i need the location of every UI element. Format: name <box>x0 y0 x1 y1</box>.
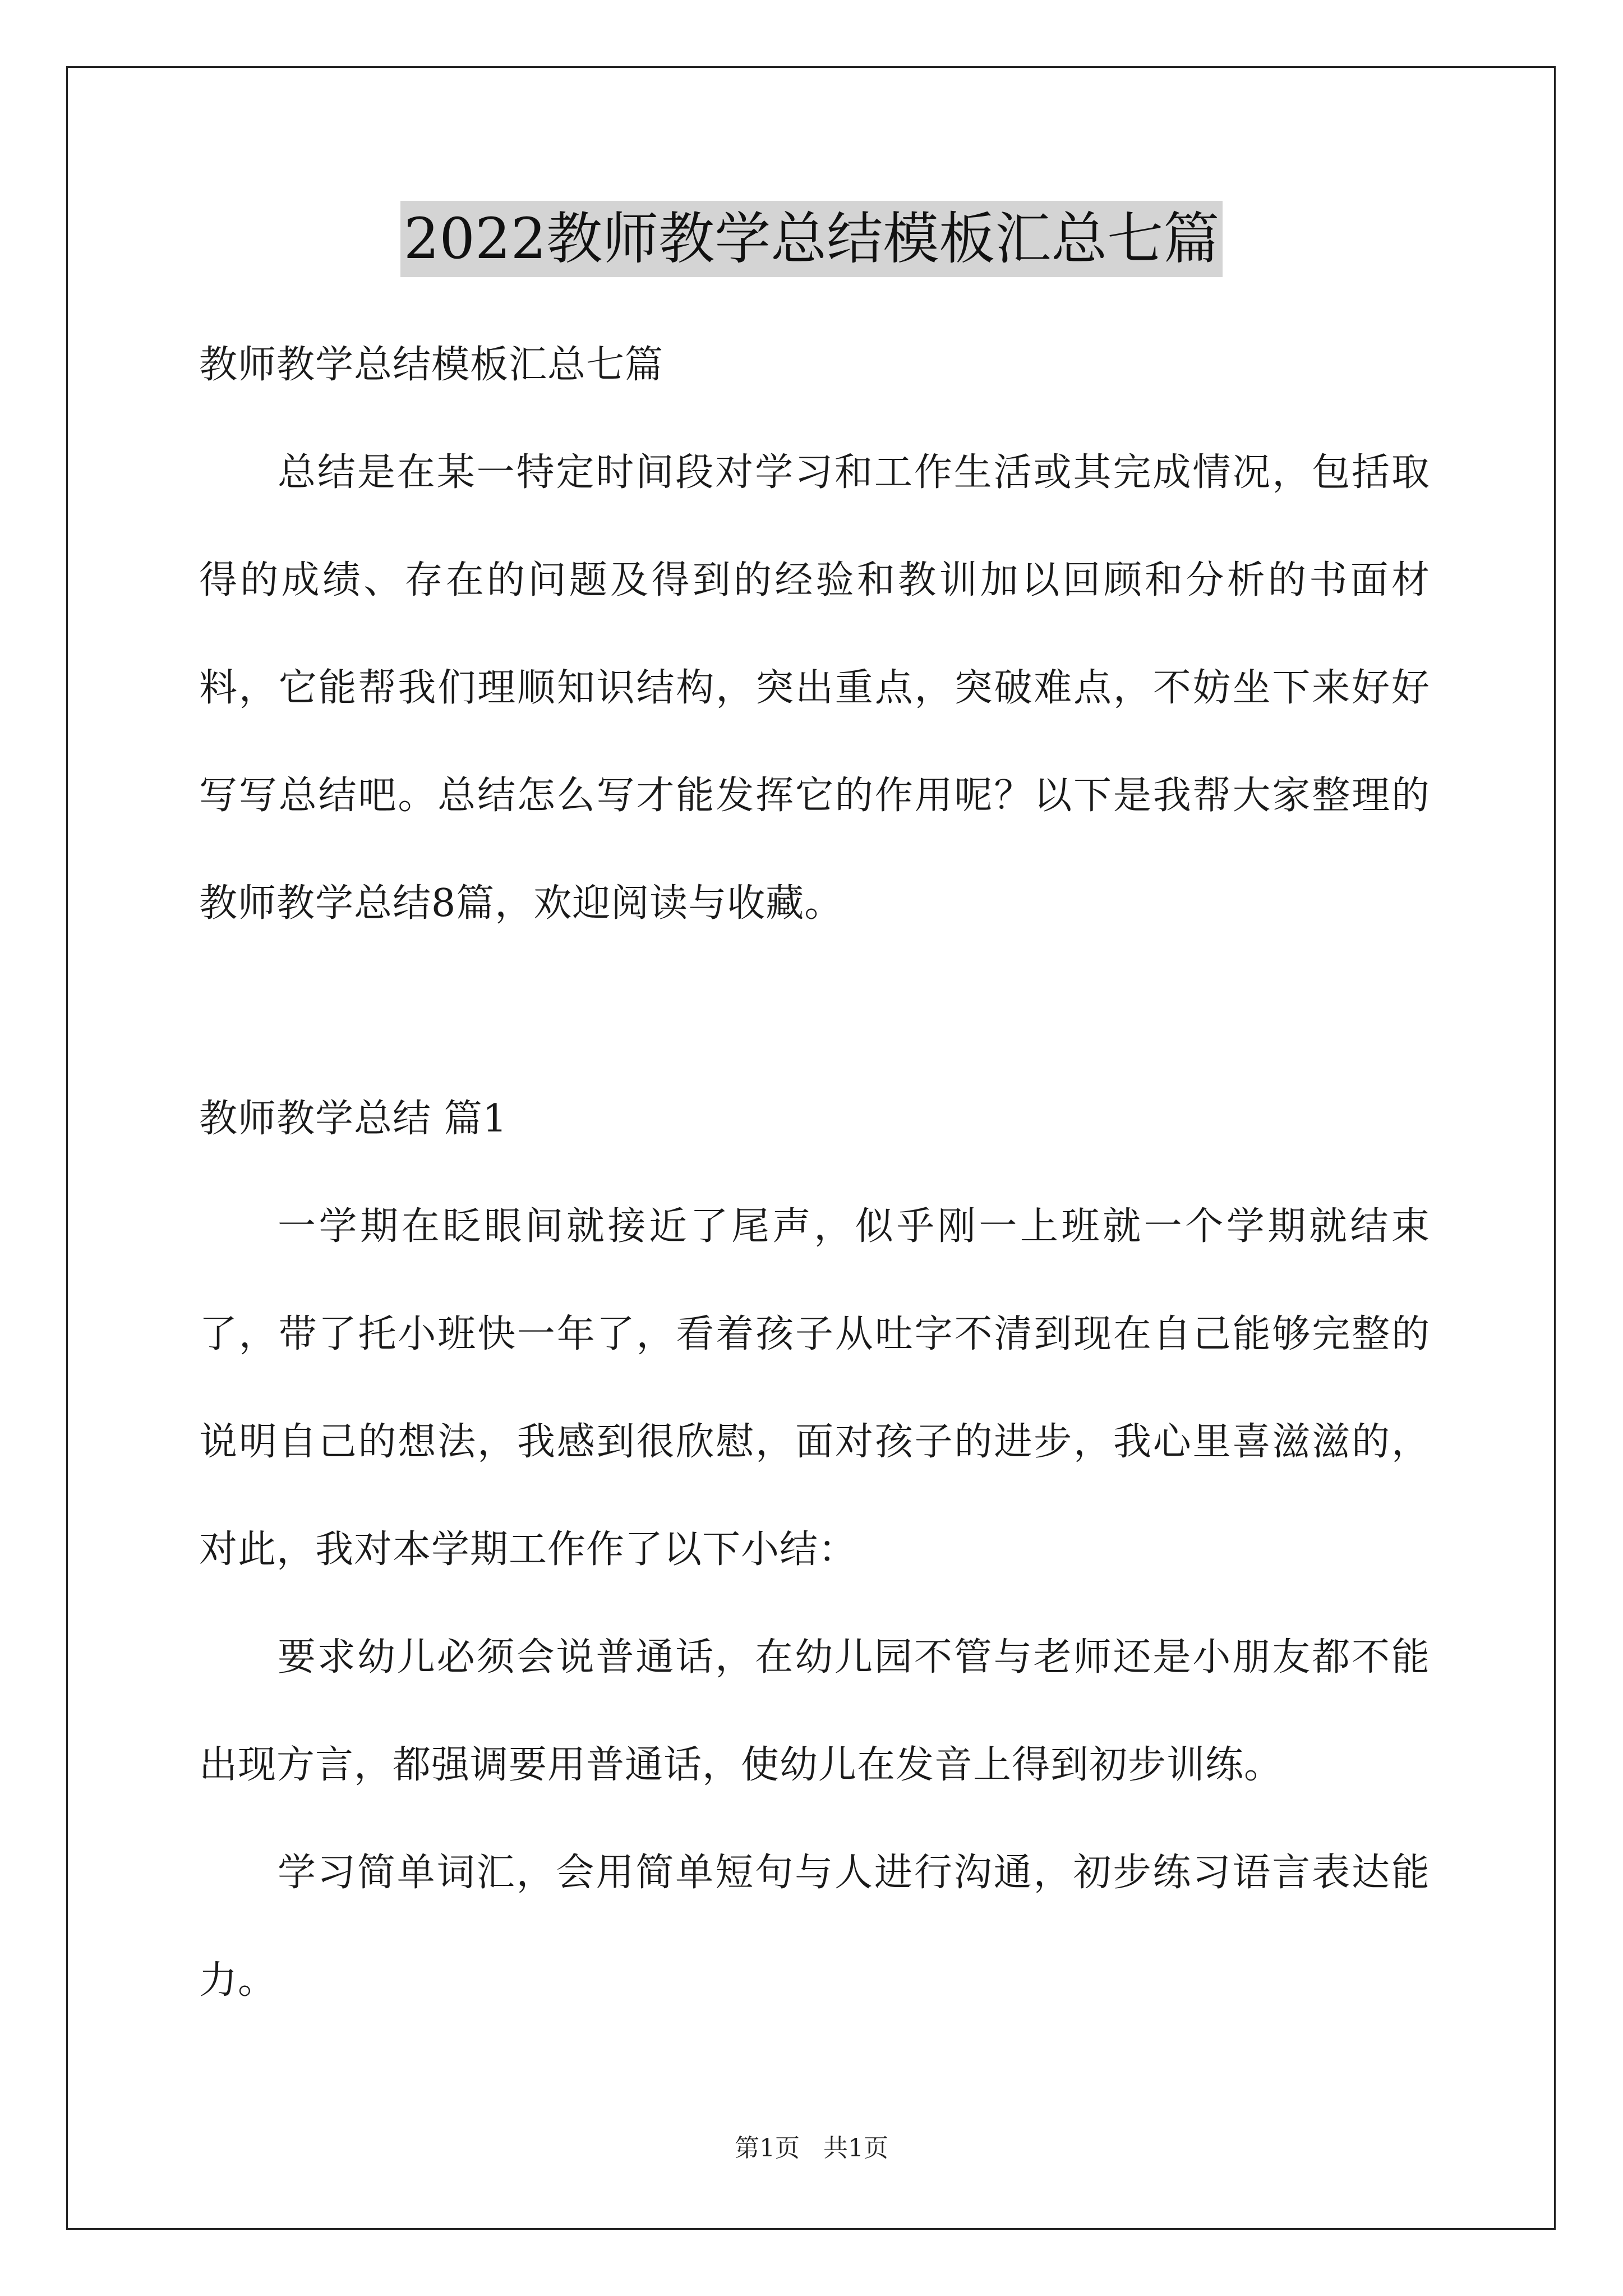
paragraph-spacer <box>199 958 1430 1065</box>
page-footer <box>0 2132 1623 2165</box>
subtitle-paragraph: 教师教学总结模板汇总七篇 <box>199 343 664 387</box>
page-number-total: 共1页 <box>823 2134 888 2162</box>
body-paragraph-3: 学习简单词汇，会用简单短句与人进行沟通，初步练习语言表达能力。 <box>199 1851 1430 2003</box>
body-paragraph-2: 要求幼儿必须会说普通话，在幼儿园不管与老师还是小朋友都不能出现方言，都强调要用普通话，使幼儿在发音上得到初步训练。 <box>199 1635 1430 1787</box>
document-title: 2022教师教学总结模板汇总七篇 <box>400 201 1223 277</box>
body-paragraph-1: 一学期在眨眼间就接近了尾声，似乎刚一上班就一个学期就结束了，带了托小班快一年了，看着孩子从吐字不清到现在自己能够完整的说明自己的想法，我感到很欣慰，面对孩子的进步，我心里喜滋滋的，对此，我对本学期工作作了以下小结： <box>199 1204 1430 1572</box>
page-number-current: 第1页 <box>735 2134 800 2162</box>
title-container <box>0 201 1623 277</box>
section-heading: 教师教学总结 篇1 <box>199 1097 508 1141</box>
document-body <box>199 311 1430 2035</box>
intro-paragraph: 总结是在某一特定时间段对学习和工作生活或其完成情况，包括取得的成绩、存在的问题及得到的经验和教训加以回顾和分析的书面材料，它能帮我们理顺知识结构，突出重点，突破难点，不妨坐下来好好写写总结吧。总结怎么写才能发挥它的作用呢？以下是我帮大家整理的教师教学总结8篇，欢迎阅读与收藏。 <box>199 450 1430 926</box>
